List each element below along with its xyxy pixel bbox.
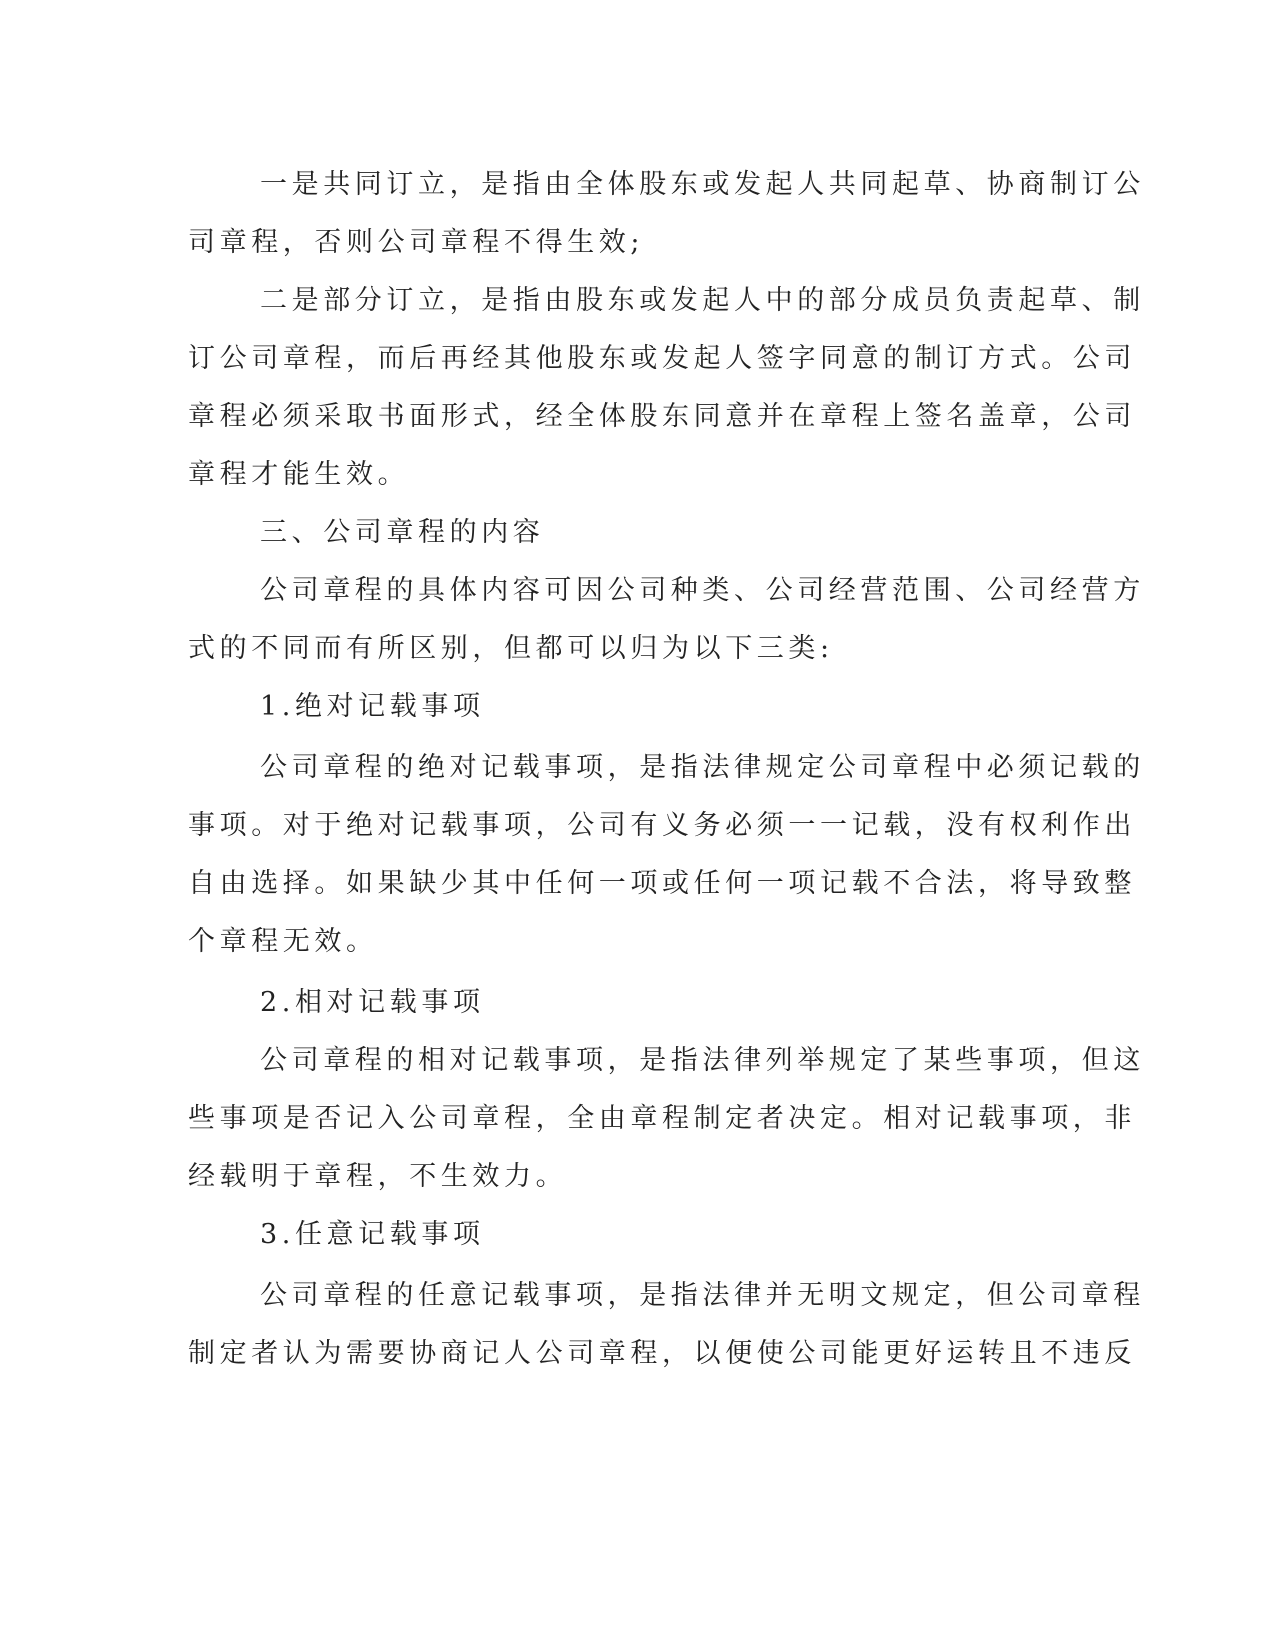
text-line: 制定者认为需要协商记人公司章程，以便使公司能更好运转且不违反 xyxy=(188,1338,1136,1369)
text-line: 章程必须采取书面形式，经全体股东同意并在章程上签名盖章，公司 xyxy=(188,401,1136,432)
text-line: 公司章程的具体内容可因公司种类、公司经营范围、公司经营方 xyxy=(260,575,1145,606)
text-line: 公司章程的绝对记载事项，是指法律规定公司章程中必须记载的 xyxy=(260,752,1145,783)
text-line: 个章程无效。 xyxy=(188,926,378,957)
text-line: 事项。对于绝对记载事项，公司有义务必须一一记载，没有权利作出 xyxy=(188,810,1136,841)
section-heading: 三、公司章程的内容 xyxy=(260,517,545,548)
text-line: 司章程，否则公司章程不得生效; xyxy=(188,227,645,258)
text-line: 一是共同订立，是指由全体股东或发起人共同起草、协商制订公 xyxy=(260,169,1145,200)
text-line: 些事项是否记入公司章程，全由章程制定者决定。相对记载事项，非 xyxy=(188,1103,1136,1134)
text-line: 二是部分订立，是指由股东或发起人中的部分成员负责起草、制 xyxy=(260,285,1145,316)
text-line: 公司章程的相对记载事项，是指法律列举规定了某些事项，但这 xyxy=(260,1045,1145,1076)
text-line: 订公司章程，而后再经其他股东或发起人签字同意的制订方式。公司 xyxy=(188,343,1136,374)
text-line: 章程才能生效。 xyxy=(188,459,410,490)
subsection-heading: 3.任意记载事项 xyxy=(260,1219,485,1250)
text-line: 公司章程的任意记载事项，是指法律并无明文规定，但公司章程 xyxy=(260,1280,1145,1311)
subsection-heading: 2.相对记载事项 xyxy=(260,987,485,1018)
text-line: 自由选择。如果缺少其中任何一项或任何一项记载不合法，将导致整 xyxy=(188,868,1136,899)
text-line: 式的不同而有所区别，但都可以归为以下三类: xyxy=(188,633,834,664)
text-line: 经载明于章程，不生效力。 xyxy=(188,1161,568,1192)
subsection-heading: 1.绝对记载事项 xyxy=(260,691,485,722)
